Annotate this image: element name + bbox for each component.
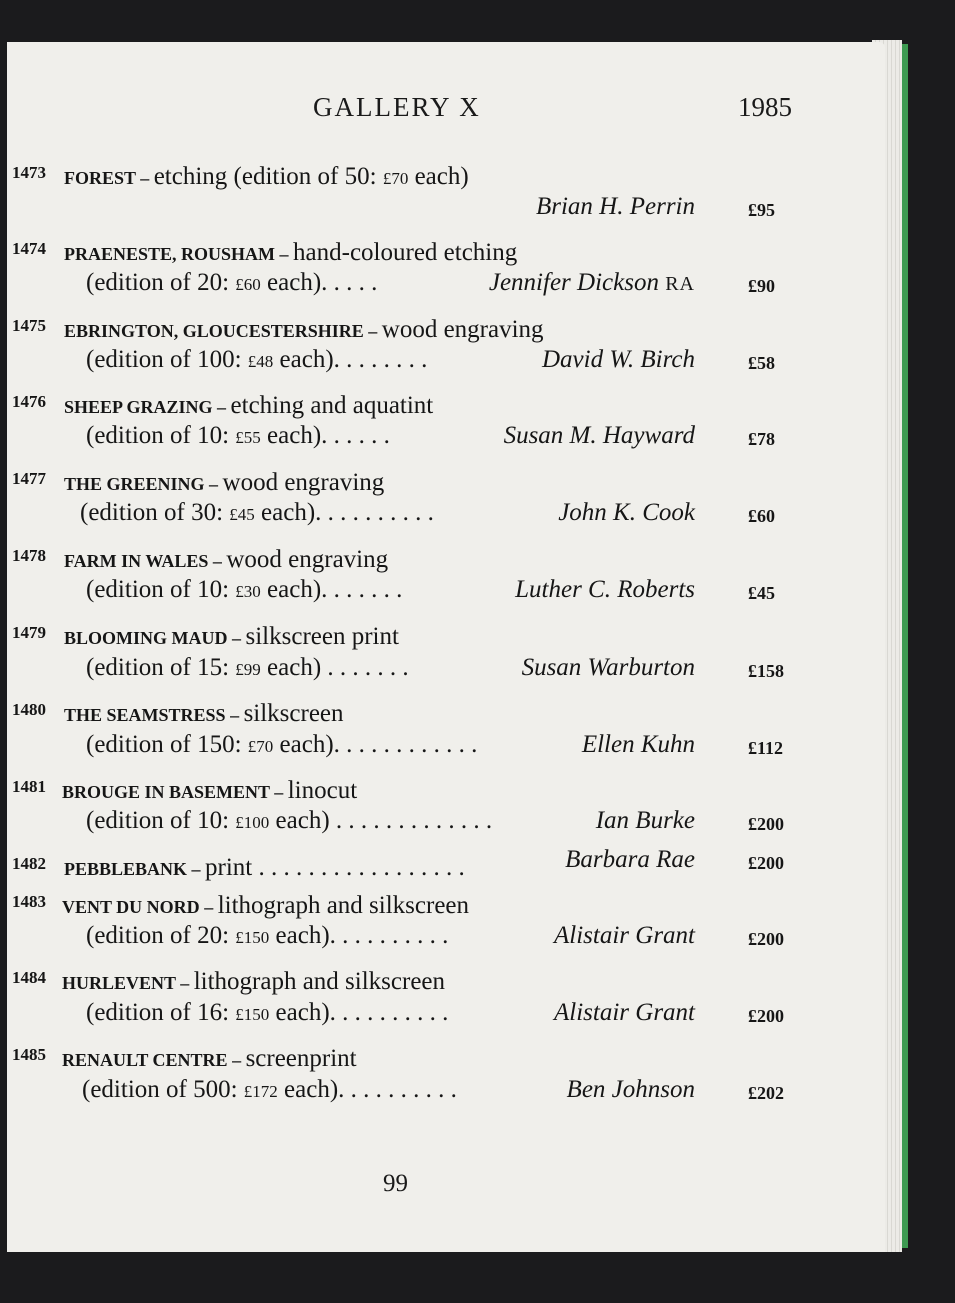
edition-info: (edition of 10: £100 each) . . . . . . . . . . . . . [86, 807, 493, 834]
edition-info: (edition of 10: £55 each). . . . . . [86, 422, 390, 449]
artist-name: David W. Birch [542, 346, 695, 373]
lot-title: BROUGE IN BASEMENT – linocut [62, 777, 358, 804]
lot-number: 1478 [12, 546, 46, 565]
artist-name: Ben Johnson [566, 1076, 695, 1103]
artist-name: Alistair Grant [554, 999, 695, 1026]
entry-1485-line1 [0, 1037, 955, 1071]
artist-name: John K. Cook [558, 499, 695, 526]
entry-1476-line2 [0, 422, 955, 456]
lot-title: SHEEP GRAZING – etching and aquatint [64, 392, 434, 419]
artist-name: Jennifer Dickson RA [488, 269, 695, 296]
entry-1481-line1 [0, 769, 955, 803]
edition-info: (edition of 20: £60 each). . . . . [86, 269, 378, 296]
artist-name: Susan M. Hayward [503, 422, 695, 449]
entry-1481-line2 [0, 807, 955, 841]
artist-name: Barbara Rae [565, 846, 695, 873]
lot-number: 1482 [12, 854, 46, 873]
entry-1484-line1 [0, 960, 955, 994]
page-header-title: GALLERY X [313, 92, 481, 122]
entry-1479-line1 [0, 615, 955, 649]
entry-1480-line1 [0, 692, 955, 726]
entry-1483-line1 [0, 884, 955, 918]
artist-name: Luther C. Roberts [515, 576, 695, 603]
edition-info: (edition of 100: £48 each). . . . . . . . [86, 346, 428, 373]
edition-info: (edition of 150: £70 each). . . . . . . . . . . . [86, 731, 478, 758]
lot-price: £158 [748, 661, 784, 681]
entry-1484-line2 [0, 999, 955, 1033]
lot-number: 1474 [12, 239, 46, 258]
lot-price: £58 [748, 353, 775, 373]
lot-number: 1477 [12, 469, 46, 488]
lot-number: 1481 [12, 777, 46, 796]
artist-name: Ellen Kuhn [581, 731, 695, 758]
edition-info: (edition of 10: £30 each). . . . . . . [86, 576, 403, 603]
lot-number: 1473 [12, 163, 46, 182]
lot-number: 1475 [12, 316, 46, 335]
lot-price: £112 [748, 738, 784, 758]
lot-price: £78 [748, 429, 775, 449]
edition-info: (edition of 30: £45 each). . . . . . . . . . [80, 499, 434, 526]
lot-price: £200 [748, 929, 784, 949]
entry-1476-line1 [0, 384, 955, 418]
edition-info: (edition of 20: £150 each). . . . . . . . . . [86, 922, 449, 949]
artist-name: Brian H. Perrin [535, 193, 695, 220]
entry-1478-line1 [0, 538, 955, 572]
lot-title: PRAENESTE, ROUSHAM – hand-coloured etching [64, 239, 518, 266]
artist-name: Alistair Grant [554, 922, 695, 949]
entry-1474-line1 [0, 231, 955, 265]
lot-price: £200 [748, 814, 784, 834]
entry-1482-line1 [0, 846, 955, 880]
lot-title: HURLEVENT – lithograph and silkscreen [62, 968, 446, 995]
lot-number: 1483 [12, 892, 46, 911]
entry-1478-line2 [0, 576, 955, 610]
lot-number: 1485 [12, 1045, 46, 1064]
lot-price: £200 [748, 1006, 784, 1026]
lot-number: 1484 [12, 968, 46, 987]
edition-info: (edition of 15: £99 each) . . . . . . . [86, 654, 409, 681]
edition-info: (edition of 500: £172 each). . . . . . . . . . [82, 1076, 457, 1103]
lot-price: £90 [748, 276, 775, 296]
lot-title: VENT DU NORD – lithograph and silkscreen [62, 892, 470, 919]
lot-title: RENAULT CENTRE – screenprint [62, 1045, 357, 1072]
entry-1480-line2 [0, 731, 955, 765]
lot-title: THE SEAMSTRESS – silkscreen [64, 700, 344, 727]
artist-name: Susan Warburton [521, 654, 695, 681]
entry-1477-line2 [0, 499, 955, 533]
lot-title: BLOOMING MAUD – silkscreen print [64, 623, 399, 650]
entry-1477-line1 [0, 461, 955, 495]
entry-1483-line2 [0, 922, 955, 956]
lot-title: FARM IN WALES – wood engraving [64, 546, 389, 573]
lot-price: £45 [748, 583, 775, 603]
lot-price: £60 [748, 506, 775, 526]
entry-1473-line2 [0, 193, 955, 227]
page-number: 99 [383, 1170, 408, 1197]
entry-1479-line2 [0, 654, 955, 688]
lot-title: THE GREENING – wood engraving [64, 469, 385, 496]
entry-1485-line2 [0, 1076, 955, 1110]
entry-1475-line2 [0, 346, 955, 380]
entry-1474-line2 [0, 269, 955, 303]
lot-number: 1479 [12, 623, 46, 642]
edition-info: (edition of 16: £150 each). . . . . . . . . . [86, 999, 449, 1026]
lot-price: £95 [748, 200, 775, 220]
artist-name: Ian Burke [595, 807, 695, 834]
lot-number: 1480 [12, 700, 46, 719]
lot-title: FOREST – etching (edition of 50: £70 each) [64, 163, 469, 190]
entry-1475-line1 [0, 308, 955, 342]
lot-title: EBRINGTON, GLOUCESTERSHIRE – wood engraving [64, 316, 544, 343]
page-header-year: 1985 [738, 92, 792, 122]
lot-price: £200 [748, 853, 784, 873]
lot-price: £202 [748, 1083, 784, 1103]
lot-title: PEBBLEBANK – print . . . . . . . . . . . . . . . . . [64, 854, 465, 881]
lot-number: 1476 [12, 392, 46, 411]
entry-1473-line1 [0, 155, 955, 189]
